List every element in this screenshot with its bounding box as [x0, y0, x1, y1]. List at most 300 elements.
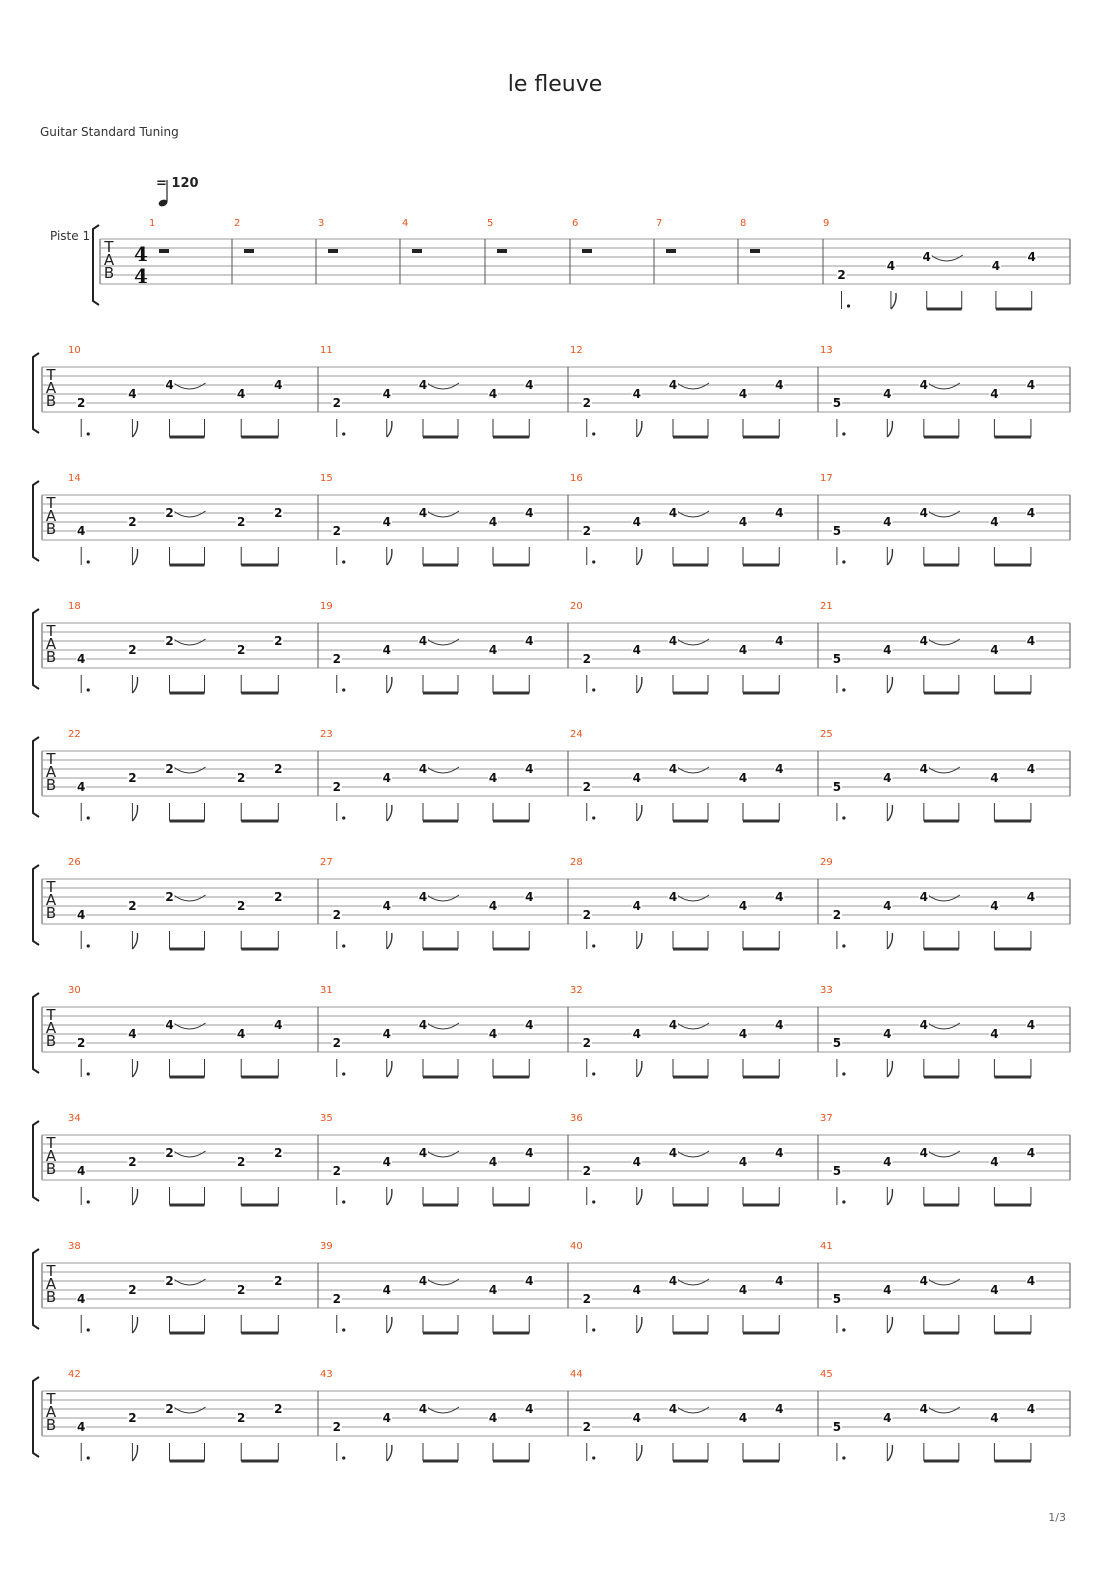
- fret-number: 4: [668, 506, 678, 520]
- fret-number: 4: [77, 1420, 86, 1434]
- tie-arc: [427, 1023, 459, 1029]
- tab-clef-letter: A: [103, 251, 115, 269]
- tab-clef-letter: A: [45, 507, 57, 525]
- measure-number: 13: [820, 345, 833, 356]
- fret-number: 2: [77, 1036, 86, 1050]
- rhythm-dot: [842, 1328, 845, 1331]
- tie-arc: [427, 1407, 459, 1413]
- measure-number: 22: [68, 729, 81, 740]
- fret-number: 4: [886, 259, 896, 273]
- rhythm-dot: [87, 1328, 90, 1331]
- fret-number: 4: [1026, 378, 1036, 392]
- fret-number: 4: [418, 1146, 428, 1160]
- fret-number: 4: [668, 890, 678, 904]
- half-rest-icon: [582, 249, 592, 253]
- fret-number: 4: [382, 515, 391, 529]
- system-brace: [33, 481, 39, 561]
- measure-number: 2: [234, 218, 241, 229]
- rhythm-dot: [592, 688, 595, 691]
- eighth-flag: [132, 805, 137, 821]
- tie-arc: [931, 255, 963, 261]
- rhythm-dot: [592, 1456, 595, 1459]
- fret-number: 4: [883, 387, 892, 401]
- measure-number: 30: [68, 985, 81, 996]
- fret-number: 4: [738, 1283, 748, 1297]
- rhythm-dot: [592, 944, 595, 947]
- fret-number: 4: [775, 1274, 784, 1288]
- eighth-flag: [887, 677, 892, 693]
- fret-number: 4: [990, 643, 999, 657]
- fret-number: 4: [1026, 890, 1036, 904]
- rhythm-dot: [342, 1072, 345, 1075]
- fret-number: 2: [165, 1402, 174, 1416]
- fret-number: 4: [632, 771, 641, 785]
- fret-number: 2: [237, 899, 246, 913]
- fret-number: 5: [832, 396, 842, 410]
- rhythm-dot: [842, 560, 845, 563]
- fret-number: 2: [237, 1155, 246, 1169]
- tie-arc: [427, 639, 459, 645]
- tab-clef-letter: T: [46, 1262, 56, 1280]
- fret-number: 2: [165, 1274, 174, 1288]
- eighth-flag: [387, 933, 392, 949]
- fret-number: 4: [488, 515, 498, 529]
- track-name: Piste 1: [50, 229, 91, 243]
- tie-arc: [928, 1279, 960, 1285]
- tie-arc: [928, 1407, 960, 1413]
- fret-number: 2: [165, 634, 174, 648]
- fret-number: 2: [128, 771, 137, 785]
- time-signature-numerator: 4: [134, 242, 148, 266]
- half-rest-icon: [497, 249, 507, 253]
- fret-number: 2: [165, 890, 174, 904]
- fret-number: 4: [418, 378, 428, 392]
- tie-arc: [427, 383, 459, 389]
- fret-number: 4: [488, 1411, 498, 1425]
- tab-clef-letter: T: [46, 1390, 56, 1408]
- eighth-flag: [887, 421, 892, 437]
- tab-clef-letter: B: [45, 392, 57, 410]
- measure-number: 24: [570, 729, 583, 740]
- rhythm-dot: [592, 1328, 595, 1331]
- measure-number: 40: [570, 1241, 583, 1252]
- fret-number: 4: [919, 762, 929, 776]
- fret-number: 4: [883, 1283, 892, 1297]
- fret-number: 4: [382, 1027, 391, 1041]
- fret-number: 4: [632, 1155, 641, 1169]
- eighth-flag: [132, 1189, 137, 1205]
- fret-number: 2: [332, 396, 341, 410]
- fret-number: 4: [382, 643, 391, 657]
- tie-arc: [427, 767, 459, 773]
- fret-number: 4: [488, 1155, 498, 1169]
- fret-number: 4: [775, 890, 784, 904]
- tab-clef-letter: T: [46, 622, 56, 640]
- fret-number: 5: [832, 780, 842, 794]
- fret-number: 4: [883, 1027, 892, 1041]
- fret-number: 4: [382, 1283, 391, 1297]
- tie-arc: [928, 383, 960, 389]
- fret-number: 5: [832, 524, 842, 538]
- fret-number: 2: [332, 524, 341, 538]
- fret-number: 4: [632, 387, 641, 401]
- fret-number: 4: [77, 1164, 86, 1178]
- measure-number: 45: [820, 1369, 833, 1380]
- fret-number: 4: [1026, 506, 1036, 520]
- fret-number: 4: [77, 652, 86, 666]
- measure-number: 32: [570, 985, 583, 996]
- eighth-flag: [132, 1317, 137, 1333]
- fret-number: 4: [237, 1027, 246, 1041]
- fret-number: 2: [237, 1283, 246, 1297]
- fret-number: 4: [668, 762, 678, 776]
- fret-number: 4: [165, 378, 174, 392]
- fret-number: 4: [738, 387, 748, 401]
- tab-clef-letter: A: [45, 1403, 57, 1421]
- tie-arc: [677, 1279, 709, 1285]
- fret-number: 4: [883, 515, 892, 529]
- measure-number: 43: [320, 1369, 333, 1380]
- half-rest-icon: [750, 249, 760, 253]
- fret-number: 4: [525, 634, 534, 648]
- measure-number: 16: [570, 473, 583, 484]
- fret-number: 4: [919, 1402, 929, 1416]
- fret-number: 2: [274, 1146, 283, 1160]
- rhythm-dot: [592, 1200, 595, 1203]
- fret-number: 5: [832, 1036, 842, 1050]
- fret-number: 4: [488, 1027, 498, 1041]
- eighth-flag: [387, 1317, 392, 1333]
- eighth-flag: [637, 1317, 642, 1333]
- measure-number: 31: [320, 985, 333, 996]
- fret-number: 2: [274, 1402, 283, 1416]
- fret-number: 4: [1026, 1018, 1036, 1032]
- tempo-value: = 120: [156, 176, 199, 191]
- tab-clef-letter: A: [45, 1019, 57, 1037]
- fret-number: 4: [77, 908, 86, 922]
- eighth-flag: [132, 549, 137, 565]
- tab-clef-letter: B: [45, 1416, 57, 1434]
- fret-number: 4: [883, 1411, 892, 1425]
- measure-number: 1: [149, 218, 156, 229]
- measure-number: 11: [320, 345, 333, 356]
- tab-clef-letter: B: [45, 520, 57, 538]
- fret-number: 4: [632, 1411, 641, 1425]
- rhythm-dot: [87, 560, 90, 563]
- measure-number: 7: [656, 218, 663, 229]
- fret-number: 4: [525, 1146, 534, 1160]
- measure-number: 9: [823, 218, 830, 229]
- tie-arc: [677, 767, 709, 773]
- fret-number: 4: [990, 771, 999, 785]
- eighth-flag: [637, 677, 642, 693]
- fret-number: 4: [883, 643, 892, 657]
- measure-number: 14: [68, 473, 81, 484]
- tuning-label: Guitar Standard Tuning: [40, 125, 179, 139]
- tie-arc: [174, 895, 206, 901]
- tab-clef-letter: B: [45, 1160, 57, 1178]
- fret-number: 4: [1026, 1146, 1036, 1160]
- eighth-flag: [637, 549, 642, 565]
- measure-number: 44: [570, 1369, 583, 1380]
- fret-number: 2: [332, 1036, 341, 1050]
- fret-number: 4: [668, 634, 678, 648]
- fret-number: 2: [274, 762, 283, 776]
- eighth-flag: [637, 421, 642, 437]
- fret-number: 4: [525, 1402, 534, 1416]
- tab-clef-letter: T: [46, 750, 56, 768]
- fret-number: 4: [919, 378, 929, 392]
- measure-number: 5: [487, 218, 494, 229]
- fret-number: 2: [332, 780, 341, 794]
- fret-number: 4: [632, 515, 641, 529]
- measure-number: 15: [320, 473, 333, 484]
- measure-number: 17: [820, 473, 833, 484]
- eighth-flag: [387, 805, 392, 821]
- fret-number: 4: [775, 506, 784, 520]
- rhythm-dot: [842, 1072, 845, 1075]
- fret-number: 4: [738, 1027, 748, 1041]
- fret-number: 4: [775, 378, 784, 392]
- fret-number: 4: [1027, 250, 1036, 264]
- tie-arc: [174, 383, 206, 389]
- rhythm-dot: [592, 432, 595, 435]
- eighth-flag: [387, 677, 392, 693]
- rhythm-dot: [842, 1200, 845, 1203]
- tie-arc: [677, 511, 709, 517]
- tie-arc: [174, 639, 206, 645]
- fret-number: 4: [382, 899, 391, 913]
- rhythm-dot: [342, 1200, 345, 1203]
- fret-number: 2: [332, 1292, 341, 1306]
- fret-number: 4: [738, 771, 748, 785]
- rhythm-dot: [87, 432, 90, 435]
- fret-number: 4: [418, 634, 428, 648]
- measure-number: 33: [820, 985, 833, 996]
- measure-number: 6: [572, 218, 579, 229]
- tie-arc: [174, 511, 206, 517]
- fret-number: 4: [382, 1411, 391, 1425]
- fret-number: 2: [837, 268, 846, 282]
- fret-number: 4: [990, 899, 999, 913]
- page-number: 1/3: [1048, 1511, 1066, 1524]
- fret-number: 2: [128, 1283, 137, 1297]
- fret-number: 2: [582, 780, 591, 794]
- fret-number: 4: [990, 1411, 999, 1425]
- fret-number: 2: [128, 1411, 137, 1425]
- eighth-flag: [891, 293, 896, 309]
- rhythm-dot: [87, 1072, 90, 1075]
- eighth-flag: [637, 1189, 642, 1205]
- eighth-flag: [387, 1445, 392, 1461]
- fret-number: 2: [128, 899, 137, 913]
- fret-number: 4: [738, 1411, 748, 1425]
- tab-clef-letter: T: [46, 878, 56, 896]
- rhythm-dot: [842, 1456, 845, 1459]
- rhythm-dot: [842, 688, 845, 691]
- fret-number: 4: [775, 634, 784, 648]
- system-brace: [33, 1249, 39, 1329]
- fret-number: 4: [77, 524, 86, 538]
- measure-number: 27: [320, 857, 333, 868]
- rhythm-dot: [842, 432, 845, 435]
- eighth-flag: [887, 933, 892, 949]
- system-brace: [33, 1121, 39, 1201]
- tie-arc: [174, 1407, 206, 1413]
- fret-number: 4: [237, 387, 246, 401]
- song-title: le fleuve: [507, 72, 603, 97]
- fret-number: 4: [274, 378, 283, 392]
- fret-number: 4: [418, 890, 428, 904]
- rhythm-dot: [342, 816, 345, 819]
- tab-clef-letter: A: [45, 635, 57, 653]
- fret-number: 4: [525, 1274, 534, 1288]
- measure-number: 19: [320, 601, 333, 612]
- fret-number: 4: [668, 1402, 678, 1416]
- fret-number: 4: [919, 506, 929, 520]
- tab-clef-letter: B: [45, 1288, 57, 1306]
- tab-clef-letter: B: [45, 648, 57, 666]
- fret-number: 2: [582, 1164, 591, 1178]
- fret-number: 2: [582, 1036, 591, 1050]
- measure-number: 38: [68, 1241, 81, 1252]
- half-rest-icon: [244, 249, 254, 253]
- tie-arc: [174, 767, 206, 773]
- eighth-flag: [387, 1189, 392, 1205]
- fret-number: 4: [488, 643, 498, 657]
- fret-number: 4: [668, 1146, 678, 1160]
- eighth-flag: [637, 933, 642, 949]
- fret-number: 4: [525, 762, 534, 776]
- fret-number: 4: [488, 899, 498, 913]
- fret-number: 2: [237, 643, 246, 657]
- fret-number: 4: [922, 250, 931, 264]
- system-brace: [33, 1377, 39, 1457]
- eighth-flag: [637, 805, 642, 821]
- tie-arc: [677, 1407, 709, 1413]
- fret-number: 5: [832, 652, 842, 666]
- fret-number: 2: [582, 652, 591, 666]
- fret-number: 4: [488, 387, 498, 401]
- tie-arc: [677, 639, 709, 645]
- rhythm-dot: [592, 816, 595, 819]
- fret-number: 4: [668, 1018, 678, 1032]
- tab-clef-letter: A: [45, 891, 57, 909]
- fret-number: 4: [128, 387, 137, 401]
- tab-clef-letter: T: [104, 238, 114, 256]
- rhythm-dot: [842, 944, 845, 947]
- rhythm-dot: [87, 1456, 90, 1459]
- fret-number: 4: [418, 1018, 428, 1032]
- fret-number: 4: [919, 634, 929, 648]
- fret-number: 4: [418, 762, 428, 776]
- fret-number: 4: [668, 1274, 678, 1288]
- fret-number: 4: [1026, 634, 1036, 648]
- fret-number: 4: [883, 1155, 892, 1169]
- fret-number: 2: [332, 652, 341, 666]
- eighth-flag: [637, 1061, 642, 1077]
- fret-number: 2: [128, 643, 137, 657]
- fret-number: 2: [128, 515, 137, 529]
- rhythm-dot: [592, 560, 595, 563]
- measure-number: 8: [740, 218, 747, 229]
- fret-number: 2: [582, 524, 591, 538]
- tie-arc: [928, 1151, 960, 1157]
- eighth-flag: [132, 1061, 137, 1077]
- tab-clef-letter: T: [46, 1006, 56, 1024]
- fret-number: 2: [582, 396, 591, 410]
- fret-number: 4: [632, 1283, 641, 1297]
- fret-number: 5: [832, 1292, 842, 1306]
- fret-number: 2: [165, 762, 174, 776]
- tab-clef-letter: B: [103, 264, 115, 282]
- eighth-flag: [132, 1445, 137, 1461]
- rhythm-dot: [87, 816, 90, 819]
- measure-number: 3: [318, 218, 325, 229]
- measure-number: 21: [820, 601, 833, 612]
- measure-number: 42: [68, 1369, 81, 1380]
- fret-number: 4: [738, 1155, 748, 1169]
- tie-arc: [928, 511, 960, 517]
- system-brace: [33, 609, 39, 689]
- fret-number: 4: [525, 890, 534, 904]
- fret-number: 2: [274, 506, 283, 520]
- measure-number: 12: [570, 345, 583, 356]
- tab-clef-letter: T: [46, 1134, 56, 1152]
- fret-number: 4: [883, 899, 892, 913]
- rhythm-dot: [342, 688, 345, 691]
- tab-clef-letter: B: [45, 904, 57, 922]
- half-rest-icon: [159, 249, 169, 253]
- rhythm-dot: [342, 560, 345, 563]
- fret-number: 4: [990, 1283, 999, 1297]
- tab-clef-letter: B: [45, 776, 57, 794]
- fret-number: 4: [525, 1018, 534, 1032]
- fret-number: 4: [990, 1155, 999, 1169]
- fret-number: 4: [632, 1027, 641, 1041]
- measure-number: 39: [320, 1241, 333, 1252]
- fret-number: 4: [919, 1018, 929, 1032]
- fret-number: 4: [418, 506, 428, 520]
- measure-number: 28: [570, 857, 583, 868]
- fret-number: 4: [165, 1018, 174, 1032]
- fret-number: 4: [738, 643, 748, 657]
- eighth-flag: [887, 805, 892, 821]
- tie-arc: [677, 383, 709, 389]
- fret-number: 4: [382, 771, 391, 785]
- measure-number: 36: [570, 1113, 583, 1124]
- rhythm-dot: [342, 1456, 345, 1459]
- eighth-flag: [132, 677, 137, 693]
- rhythm-dot: [87, 1200, 90, 1203]
- tie-arc: [174, 1023, 206, 1029]
- measure-number: 25: [820, 729, 833, 740]
- eighth-flag: [387, 549, 392, 565]
- fret-number: 4: [883, 771, 892, 785]
- fret-number: 4: [919, 1274, 929, 1288]
- fret-number: 4: [775, 1402, 784, 1416]
- measure-number: 4: [402, 218, 409, 229]
- tie-arc: [928, 895, 960, 901]
- fret-number: 4: [1026, 1402, 1036, 1416]
- fret-number: 2: [128, 1155, 137, 1169]
- tab-clef-letter: A: [45, 379, 57, 397]
- time-signature-denominator: 4: [134, 264, 148, 288]
- system-brace: [33, 865, 39, 945]
- fret-number: 4: [668, 378, 678, 392]
- measure-number: 29: [820, 857, 833, 868]
- fret-number: 4: [775, 1018, 784, 1032]
